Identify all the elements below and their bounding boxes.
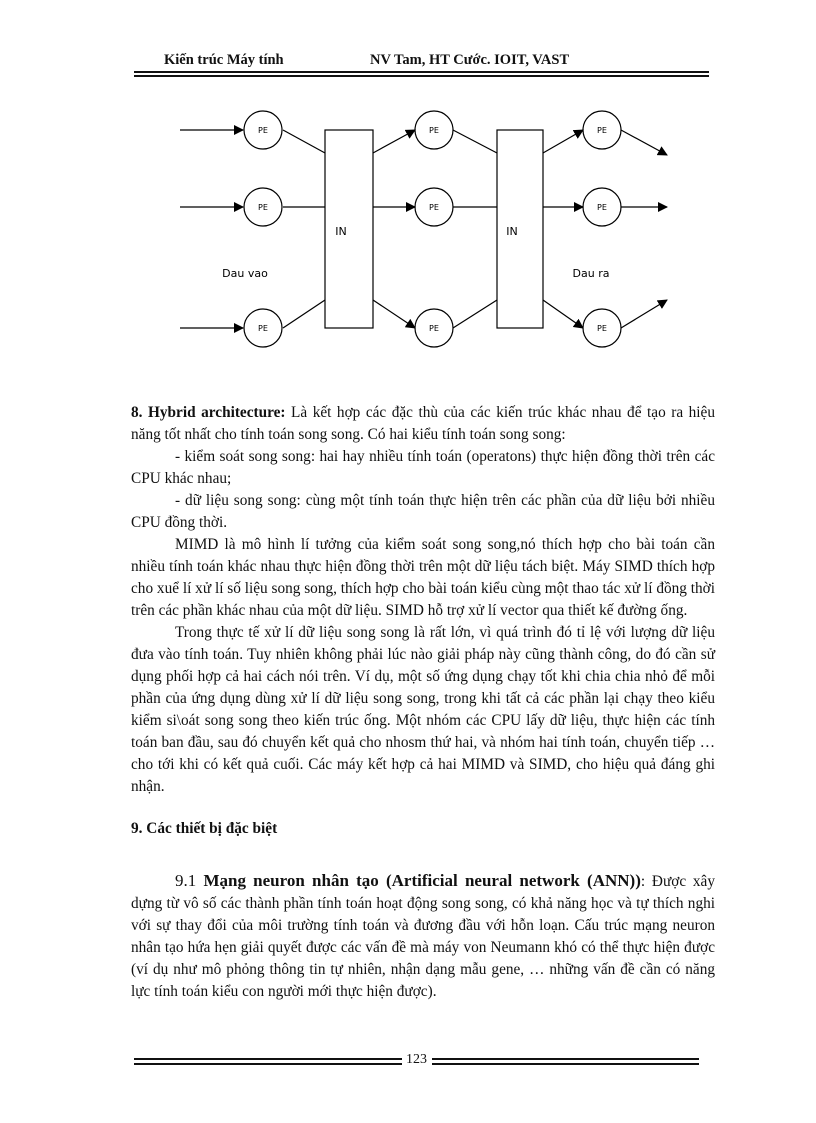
pe-label: PE [258,203,268,212]
connection-arrow [543,130,583,153]
section-9-1-text: : Được xây dựng từ vô số các thành phần tính toán hoạt động song song, có khả năng học và tự thích nghi với sự thay đổi của môi trường tính toán và đương đầu với hỗn loạn. Cấu trúc mạng neuron nhân tạo hứa hẹn giải quyết được các vấn đề mà máy von Neumann khó có thể thực hiện được (ví dụ như mô phỏng thông tin tự nhiên, nhận dạng mẫu gene, … những vấn đề cần có năng lực tính toán kiểu con người mới thực hiện được). [131,873,715,1000]
connection-line [453,130,497,153]
pe-label: PE [429,126,439,135]
section-8-intro-text: Là kết hợp các đặc thù của các kiến trúc khác nhau để tạo ra hiệu năng tốt nhất cho tính toán song song. Có hai kiểu tính toán song song: [131,404,715,443]
hybrid-architecture-diagram [175,95,695,365]
section-9-1-number: 9.1 [175,871,204,890]
connection-arrow [543,300,583,328]
header-authors: NV Tam, HT Cước. IOIT, VAST [370,52,570,68]
header-rule-bottom [134,75,709,77]
connection-line [283,300,325,328]
in-label: IN [335,225,347,238]
section-8-heading: 8. Hybrid architecture: [131,404,286,421]
header-book-title: Kiến trúc Máy tính [164,52,284,68]
section-8-paragraph-1: MIMD là mô hình lí tưởng của kiểm soát song song,nó thích hợp cho bài toán cần nhiều tính toán khác nhau thực hiện đồng thời trên một dữ liệu tách biệt. Máy SIMD thích hợp cho xuể lí xử lí số liệu song song, thích hợp cho bài toán kiểu cùng một thao tác xử lí đồng thời trên các phần khác nhau của một dữ liệu. SIMD hỗ trợ xử lí vector qua thiết kế đường ống. [131,536,715,619]
pe-label: PE [258,126,268,135]
footer-rule-right [432,1063,699,1065]
connection-line [283,130,325,153]
output-label: Dau ra [572,267,610,280]
output-arrow [621,300,667,328]
pe-label: PE [429,203,439,212]
pe-label: PE [258,324,268,333]
interconnect-box [497,130,543,328]
connection-line [453,300,497,328]
output-arrow [621,130,667,155]
interconnect-box [325,130,373,328]
section-9-1-body [131,870,715,1003]
pe-label: PE [597,126,607,135]
footer-rule-right [432,1058,699,1060]
section-8-item-1: - kiểm soát song song: hai hay nhiều tính toán (operatons) thực hiện đồng thời trên các CPU khác nhau; [131,448,715,487]
footer-rule-left [134,1063,402,1065]
pe-label: PE [597,324,607,333]
page-footer [134,1052,699,1070]
section-8-intro [131,402,715,446]
section-8-item-2: - dữ liệu song song: cùng một tính toán thực hiện trên các phần của dữ liệu bởi nhiều CPU đồng thời. [131,492,715,531]
section-8-body [131,402,715,798]
input-label: Dau vao [222,267,268,280]
page-header [134,50,709,72]
connection-arrow [373,300,415,328]
section-8-paragraph-2: Trong thực tế xử lí dữ liệu song song là rất lớn, vì quá trình đó tỉ lệ với lượng dữ liệu đưa vào tính toán. Tuy nhiên không phải lúc nào giải pháp này cũng thành công, do đó cần sử dụng phối hợp cả hai cách nói trên. Ví dụ, một số ứng dụng chạy tốt khi chia chia nhỏ để mỗi phần của ứng dụng dùng xử lí dữ liệu song song, trong khi tất cả các phần lại chạy theo kiểu kiểm si\oát song song theo kiến trúc ống. Một nhóm các CPU lấy dữ liệu, thực hiện các tính toán ban đầu, sau đó chuyển kết quả cho nhosm thứ hai, và nhóm hai tính toán, chuyển tiếp … cho tới khi có kết quả cuối. Các máy kết hợp cả hai MIMD và SIMD, cho hiệu quả đáng ghi nhận. [131,624,715,795]
pe-label: PE [429,324,439,333]
pe-label: PE [597,203,607,212]
in-label: IN [506,225,518,238]
connection-arrow [373,130,415,153]
header-rule-top [134,71,709,73]
section-9-heading: 9. Các thiết bị đặc biệt [131,820,278,837]
page-number: 123 [406,1052,427,1067]
footer-rule-left [134,1058,402,1060]
section-9-1-heading: Mạng neuron nhân tạo (Artificial neural network (ANN)) [203,871,641,890]
